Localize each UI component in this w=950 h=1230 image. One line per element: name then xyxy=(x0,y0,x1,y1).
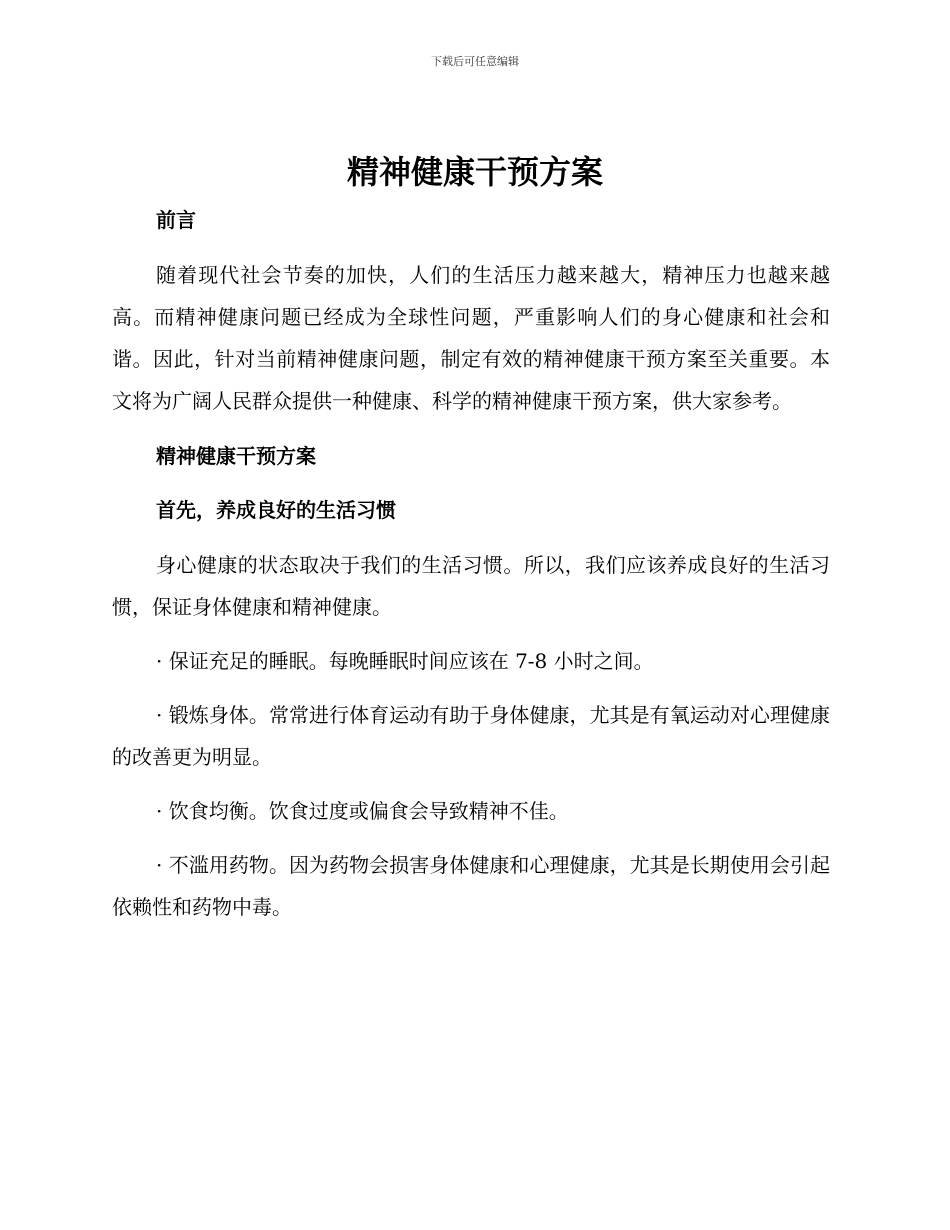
preface-heading: 前言 xyxy=(156,208,196,232)
bullet-item-exercise: · 锻炼身体。常常进行体育运动有助于身体健康，尤其是有氧运动对心理健康的改善更为明显。 xyxy=(112,703,830,769)
first-section-heading: 首先，养成良好的生活习惯 xyxy=(156,498,396,522)
spacer xyxy=(112,530,830,544)
document-body xyxy=(112,200,830,928)
document-title: 精神健康干预方案 xyxy=(346,153,603,191)
spacer xyxy=(112,832,830,844)
spacer xyxy=(112,628,830,640)
first-section-paragraph: 身心健康的状态取决于我们的生活习惯。所以，我们应该养成良好的生活习惯，保证身体健康和精神健康。 xyxy=(112,553,830,619)
spacer xyxy=(112,476,830,490)
bullet-item-sleep: · 保证充足的睡眠。每晚睡眠时间应该在 7-8 小时之间。 xyxy=(156,649,654,673)
plan-heading: 精神健康干预方案 xyxy=(156,444,316,468)
spacer xyxy=(112,778,830,790)
spacer xyxy=(112,682,830,694)
spacer xyxy=(112,240,830,254)
bullet-item-medication: · 不滥用药物。因为药物会损害身体健康和心理健康，尤其是长期使用会引起依赖性和药物中毒。 xyxy=(112,853,830,919)
spacer xyxy=(112,422,830,436)
bullet-item-diet: · 饮食均衡。饮食过度或偏食会导致精神不佳。 xyxy=(156,799,569,823)
page-header-note: 下载后可任意编辑 xyxy=(431,55,519,68)
preface-paragraph: 随着现代社会节奏的加快，人们的生活压力越来越大，精神压力也越来越高。而精神健康问题已经成为全球性问题，严重影响人们的身心健康和社会和谐。因此，针对当前精神健康问题，制定有效的精神健康干预方案至关重要。本文将为广阔人民群众提供一种健康、科学的精神健康干预方案，供大家参考。 xyxy=(112,263,830,413)
